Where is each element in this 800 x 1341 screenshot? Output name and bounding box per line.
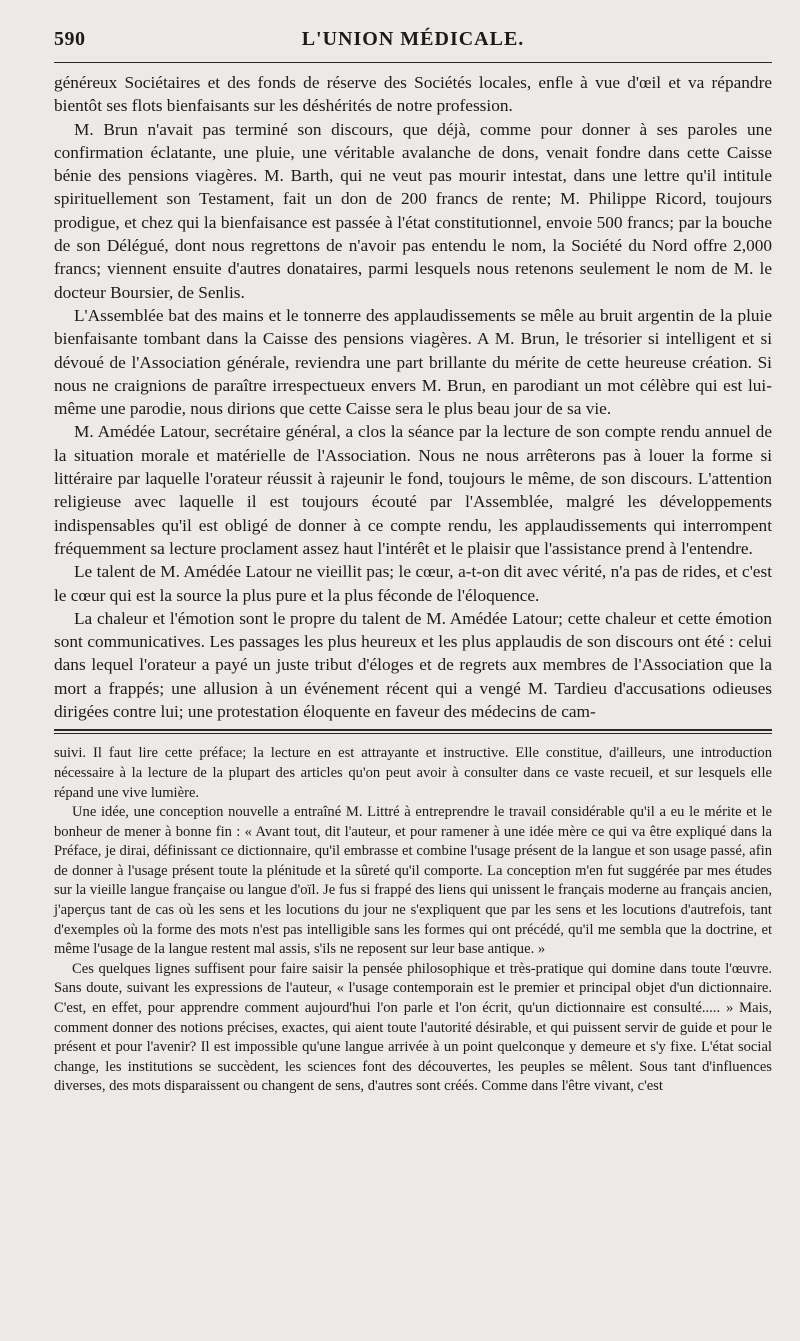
paragraph: M. Amédée Latour, secrétaire général, a clos la séance par la lecture de son compte rendu annuel de la situation morale et matérielle de l'Association. Nous ne nous arrêterons pas à louer la forme si littéraire par laquelle l'orateur réussit à rajeunir le fond, toujours le même, de son discours. L'attention religieuse avec laquelle il est toujours écouté par l'Assemblée, malgré les développements indispensables qu'il est obligé de donner à ce compte rendu, les applaudissements qui interrompent fréquemment sa lecture proclament assez haut l'intérêt et le plaisir que l'assistance prend à l'entendre. [54, 422, 772, 558]
paragraph: Le talent de M. Amédée Latour ne vieillit pas; le cœur, a-t-on dit avec vérité, n'a pas de rides, et c'est le cœur qui est la source la plus pure et la plus féconde de l'éloquence. [54, 562, 772, 605]
footnote-paragraph: suivi. Il faut lire cette préface; la lecture en est attrayante et instructive. Elle constitue, d'ailleurs, une introduction nécessaire à la lecture de la plupart des articles qu'on peut avoir à consulter dans ce vaste recueil, et sur lesquels elle répand une vive lumière. [54, 745, 772, 801]
footnote-rule [54, 729, 772, 731]
header-rule [54, 62, 772, 63]
paragraph: La chaleur et l'émotion sont le propre du talent de M. Amédée Latour; cette chaleur et cette émotion sont communicatives. Les passages les plus heureux et les plus applaudis de son discours ont été : celui dans lequel l'orateur a payé un juste tribut d'éloges et de regrets aux membres de l'Association que la mort a frappés; une allusion à un événement récent qui a vengé M. Tardieu d'accusations odieuses dirigées contre lui; une protestation éloquente en faveur des médecins de cam- [54, 608, 772, 722]
footnote-rule-thin [54, 733, 772, 734]
journal-title: L'UNION MÉDICALE. [301, 28, 525, 50]
page-number: 590 [54, 28, 86, 50]
main-text [54, 71, 772, 723]
footnote-paragraph: Une idée, une conception nouvelle a entraîné M. Littré à entreprendre le travail considérable qu'il a eu le mérite et le bonheur de mener à bonne fin : « Avant tout, dit l'auteur, et pour ramener à une idée mère ce qui va être expliqué dans la Préface, je dirai, définissant ce dictionnaire, qu'il embrasse et combine l'usage présent de la langue et son usage passé, afin de donner à l'usage présent toute la plénitude et la sûreté qu'il comporte. La conception m'en fut suggérée par mes études sur la vieille langue française ou langue d'oïl. Je fus si frappé des liens qui unissent le français moderne au français ancien, j'aperçus tant de cas où les sens et les locutions du jour ne s'expliquent que par les sens et les locutions d'autrefois, tant d'exemples où la forme des mots n'est pas intelligible sans les formes qui ont précédé, qu'il me sembla que la doctrine, et même l'usage de la langue restent mal assis, s'ils ne reposent sur leur base antique. » [54, 804, 772, 958]
paragraph: généreux Sociétaires et des fonds de réserve des Sociétés locales, enfle à vue d'œil et va répandre bientôt ses flots bienfaisants sur les déshérités de notre profession. [54, 73, 772, 116]
footnote-paragraph: Ces quelques lignes suffisent pour faire saisir la pensée philosophique et très-pratique qui domine dans toute l'œuvre. Sans doute, suivant les expressions de l'auteur, « l'usage contemporain est le premier et principal objet d'un dictionnaire. C'est, en effet, pour apprendre comment aujourd'hui l'on parle et l'on écrit, qu'un dictionnaire est consulté..... » Mais, comment donner des notions précises, exactes, qui aient toute l'autorité désirable, et qui puissent servir de guide et pour le présent et pour l'avenir? Il est impossible qu'une langue arrivée à un point quelconque y demeure et s'y fixe. L'état social change, les institutions se succèdent, les sciences font des découvertes, les peuples se mêlent. Sous tant d'influences diverses, des mots disparaissent ou changent de sens, d'autres sont créés. Comme dans l'être vivant, c'est [54, 960, 772, 1095]
paragraph: L'Assemblée bat des mains et le tonnerre des applaudissements se mêle au bruit argentin de la pluie bienfaisante tombant dans la Caisse des pensions viagères. A M. Brun, le trésorier si intelligent et si dévoué de l'Association générale, reviendra une part brillante du mérite de cette heureuse création. Si nous ne craignions de paraître irrespectueux envers M. Brun, en parodiant un mot célèbre qui est lui-même une parodie, nous dirions que cette Caisse sera le plus beau jour de sa vie. [54, 305, 772, 419]
page-header [54, 28, 772, 58]
paragraph: M. Brun n'avait pas terminé son discours, que déjà, comme pour donner à ses paroles une confirmation éclatante, une pluie, une véritable avalanche de dons, venait fondre dans cette Caisse bénie des pensions viagères. M. Barth, qui ne veut pas mourir intestat, dans une lettre qu'il intitule spirituellement son Testament, fait un don de 200 francs de rente; M. Philippe Ricord, toujours prodigue, et chez qui la bienfaisance est passée à l'état constitutionnel, envoie 500 francs; par la bouche de son Délégué, dont nous regrettons de n'avoir pas entendu le nom, la Société du Nord offre 2,000 francs; viennent ensuite d'autres donataires, parmi lesquels nous retenons seulement le nom de M. le docteur Boursier, de Senlis. [54, 119, 772, 302]
footnote [54, 744, 772, 1097]
